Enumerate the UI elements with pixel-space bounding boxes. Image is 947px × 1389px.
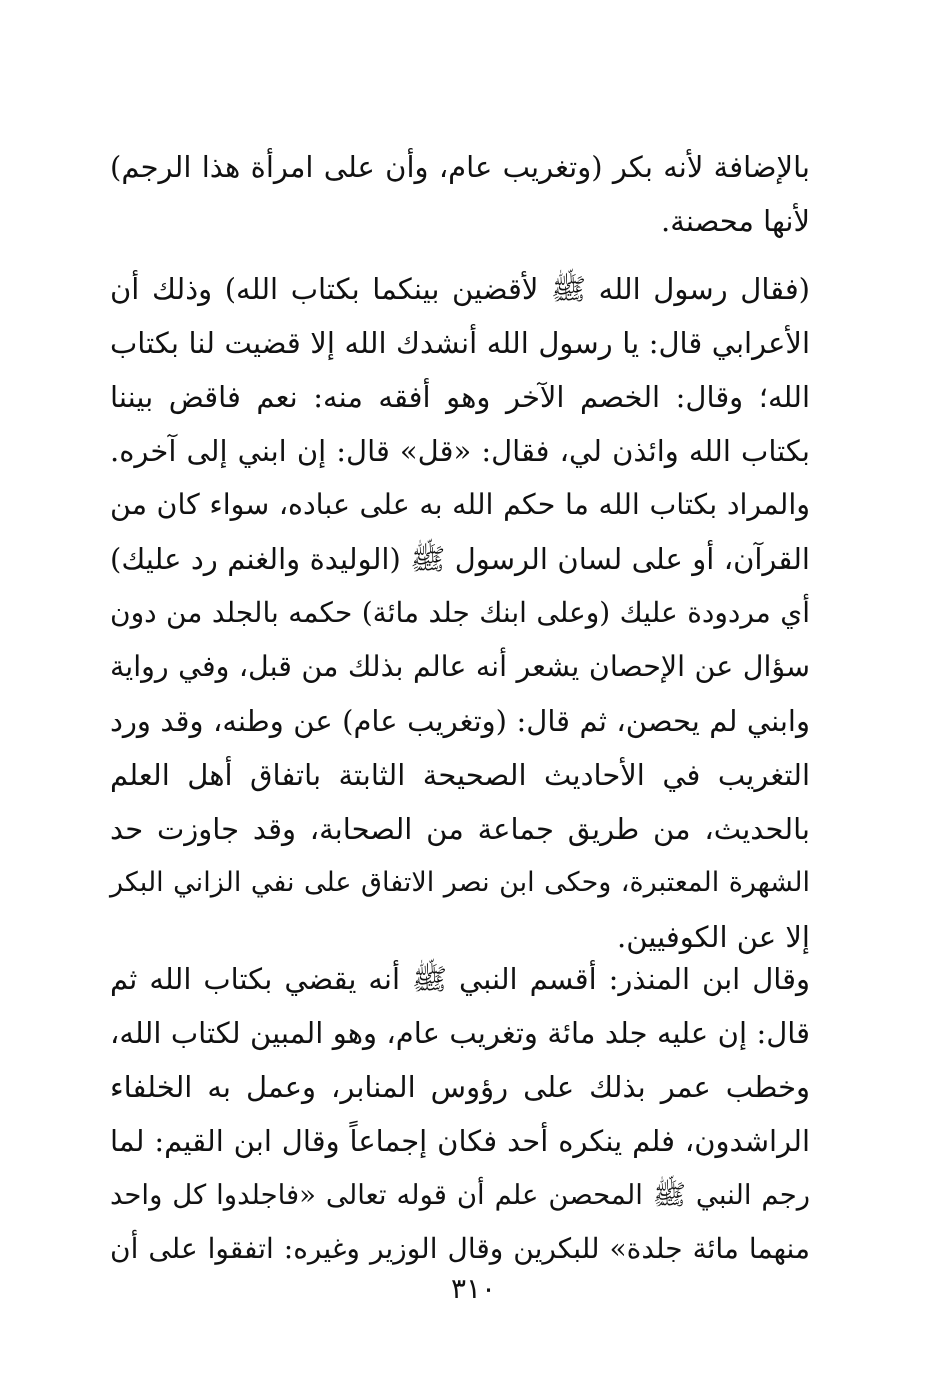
text-line: الأعرابي قال: يا رسول الله أنشدك الله إلا قضيت لنا بكتاب [110, 326, 810, 360]
paragraph-1 [110, 140, 810, 248]
text-line: بالحديث، من طريق جماعة من الصحابة، وقد جاوزت حد [110, 812, 810, 846]
text-line: وقال ابن المنذر: أقسم النبي ﷺ أنه يقضي بكتاب الله ثم [110, 962, 810, 996]
text-line: أي مردودة عليك (وعلى ابنك جلد مائة) حكمه بالجلد من دون [110, 596, 810, 629]
paragraph-3 [110, 952, 810, 1276]
text-line: وخطب عمر بذلك على رؤوس المنابر، وعمل به الخلفاء [110, 1070, 810, 1104]
paragraph-2 [110, 262, 810, 964]
text-line: منهما مائة جلدة» للبكرين وقال الوزير وغيره: اتفقوا على أن [110, 1232, 810, 1265]
text-line: سؤال عن الإحصان يشعر أنه عالم بذلك من قبل، وفي رواية [110, 650, 810, 683]
text-line: الراشدون، فلم ينكره أحد فكان إجماعاً وقال ابن القيم: لما [110, 1124, 810, 1158]
text-line: القرآن، أو على لسان الرسول ﷺ (الوليدة والغنم رد عليك) [110, 542, 810, 576]
text-line: التغريب في الأحاديث الصحيحة الثابتة باتفاق أهل العلم [110, 758, 810, 792]
text-line: (فقال رسول الله ﷺ لأقضين بينكما بكتاب الله) وذلك أن [110, 272, 810, 306]
page-number: ٣١٠ [450, 1272, 497, 1305]
text-line: الشهرة المعتبرة، وحكى ابن نصر الاتفاق على نفي الزاني البكر [110, 867, 810, 898]
text-line: وابني لم يحصن، ثم قال: (وتغريب عام) عن وطنه، وقد ورد [110, 704, 810, 738]
text-line: بالإضافة لأنه بكر (وتغريب عام، وأن على امرأة هذا الرجم) [110, 150, 810, 184]
text-line: رجم النبي ﷺ المحصن علم أن قوله تعالى «فاجلدوا كل واحد [110, 1179, 810, 1211]
text-line: لأنها محصنة. [661, 204, 810, 238]
text-line: الله؛ وقال: الخصم الآخر وهو أفقه منه: نعم فاقض بيننا [110, 380, 811, 414]
text-line: قال: إن عليه جلد مائة وتغريب عام، وهو المبين لكتاب الله، [110, 1016, 810, 1050]
text-line: والمراد بكتاب الله ما حكم الله به على عباده، سواء كان من [110, 488, 810, 521]
text-line: بكتاب الله وائذن لي، فقال: «قل» قال: إن ابني إلى آخره. [110, 434, 810, 468]
text-line: إلا عن الكوفيين. [617, 920, 810, 954]
